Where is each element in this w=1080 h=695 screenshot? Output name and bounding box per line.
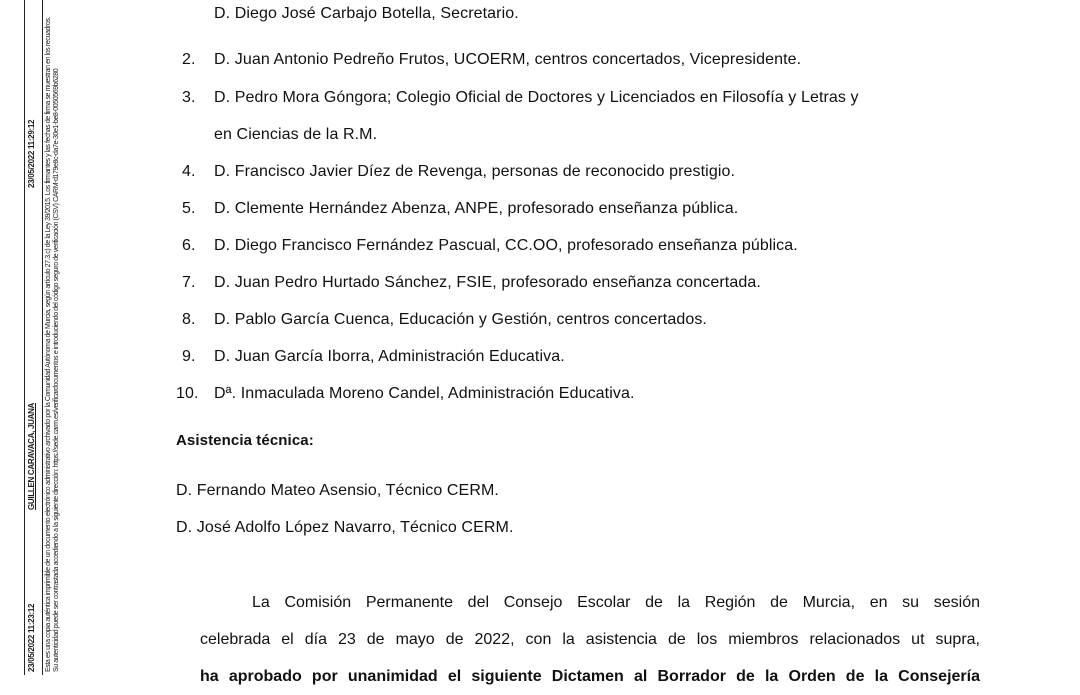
member-item [182,199,738,219]
member-item [182,273,761,293]
legal-notice: Esta es una copia auténtica imprimible de un documento electrónico administrativo archivado por la Comunidad Autónoma de Murcia, según artículo 27.3.c) de la Ley 39/2015. Los firmantes y las fechas de firma se muestran en los recuadros. [45,16,52,672]
member-item [182,162,735,182]
member-text: D. Juan Antonio Pedreño Frutos, UCOERM, centros concertados, Vicepresidente. [214,51,802,68]
member-text: Dª. Inmaculada Moreno Candel, Administración Educativa. [214,385,635,402]
member-number: 2. [182,51,196,68]
member-text: D. Juan Pedro Hurtado Sánchez, FSIE, profesorado enseñanza concertada. [214,274,761,291]
member-number: 5. [182,200,196,217]
member-item [182,310,707,330]
member-item [182,236,798,256]
technical-item: D. José Adolfo López Navarro, Técnico CERM. [176,519,514,536]
member-number: 10. [176,385,199,402]
member-number: 6. [182,237,196,254]
member-text: D. Juan García Iborra, Administración Educativa. [214,348,565,365]
member-item-continued [182,125,377,145]
member-number: 4. [182,163,196,180]
member-item [182,88,859,108]
member-secretary: D. Diego José Carbajo Botella, Secretario. [214,5,519,22]
member-item [176,384,635,404]
technical-item: D. Fernando Mateo Asensio, Técnico CERM. [176,482,499,499]
technical-heading: Asistencia técnica: [176,432,314,449]
signer-name: GUILLEN CARAVACA, JUANA [27,402,36,510]
member-text: D. Diego Francisco Fernández Pascual, CC.OO, profesorado enseñanza pública. [214,237,798,254]
paragraph-line: ha aprobado por unanimidad el siguiente Dictamen al Borrador de la Orden de la Consejería [200,668,980,685]
member-number: 9. [182,348,196,365]
member-text: D. Francisco Javier Díez de Revenga, personas de reconocido prestigio. [214,163,736,180]
member-text: D. Pedro Mora Góngora; Colegio Oficial de Doctores y Licenciados en Filosofía y Letras y [214,89,859,106]
signature-date: 23/05/2022 11:29:12 [27,119,36,188]
member-item [182,50,801,70]
member-item [182,347,565,367]
member-number: 3. [182,89,196,106]
member-number: 7. [182,274,196,291]
body-paragraph [200,584,980,695]
member-number: 8. [182,311,196,328]
verification-notice: Su autenticidad puede ser contrastada accediendo a la siguiente dirección: https://sede.carm.es/verificardocumentos e introduciendo del código seguro de verificación (CSV) CARM-d179e8c-da7e-30e1-be8-0050569b6280 [53,68,60,672]
member-text: en Ciencias de la R.M. [214,126,378,143]
member-text: D. Pablo García Cuenca, Educación y Gestión, centros concertados. [214,311,707,328]
member-text: D. Clemente Hernández Abenza, ANPE, profesorado enseñanza pública. [214,200,739,217]
signature-date: 23/05/2022 11:23:12 [27,603,36,672]
paragraph-line: La Comisión Permanente del Consejo Escolar de la Región de Murcia, en su sesión [252,594,980,611]
paragraph-line: celebrada el día 23 de mayo de 2022, con la asistencia de los miembros relacionados ut supra, [200,631,980,648]
